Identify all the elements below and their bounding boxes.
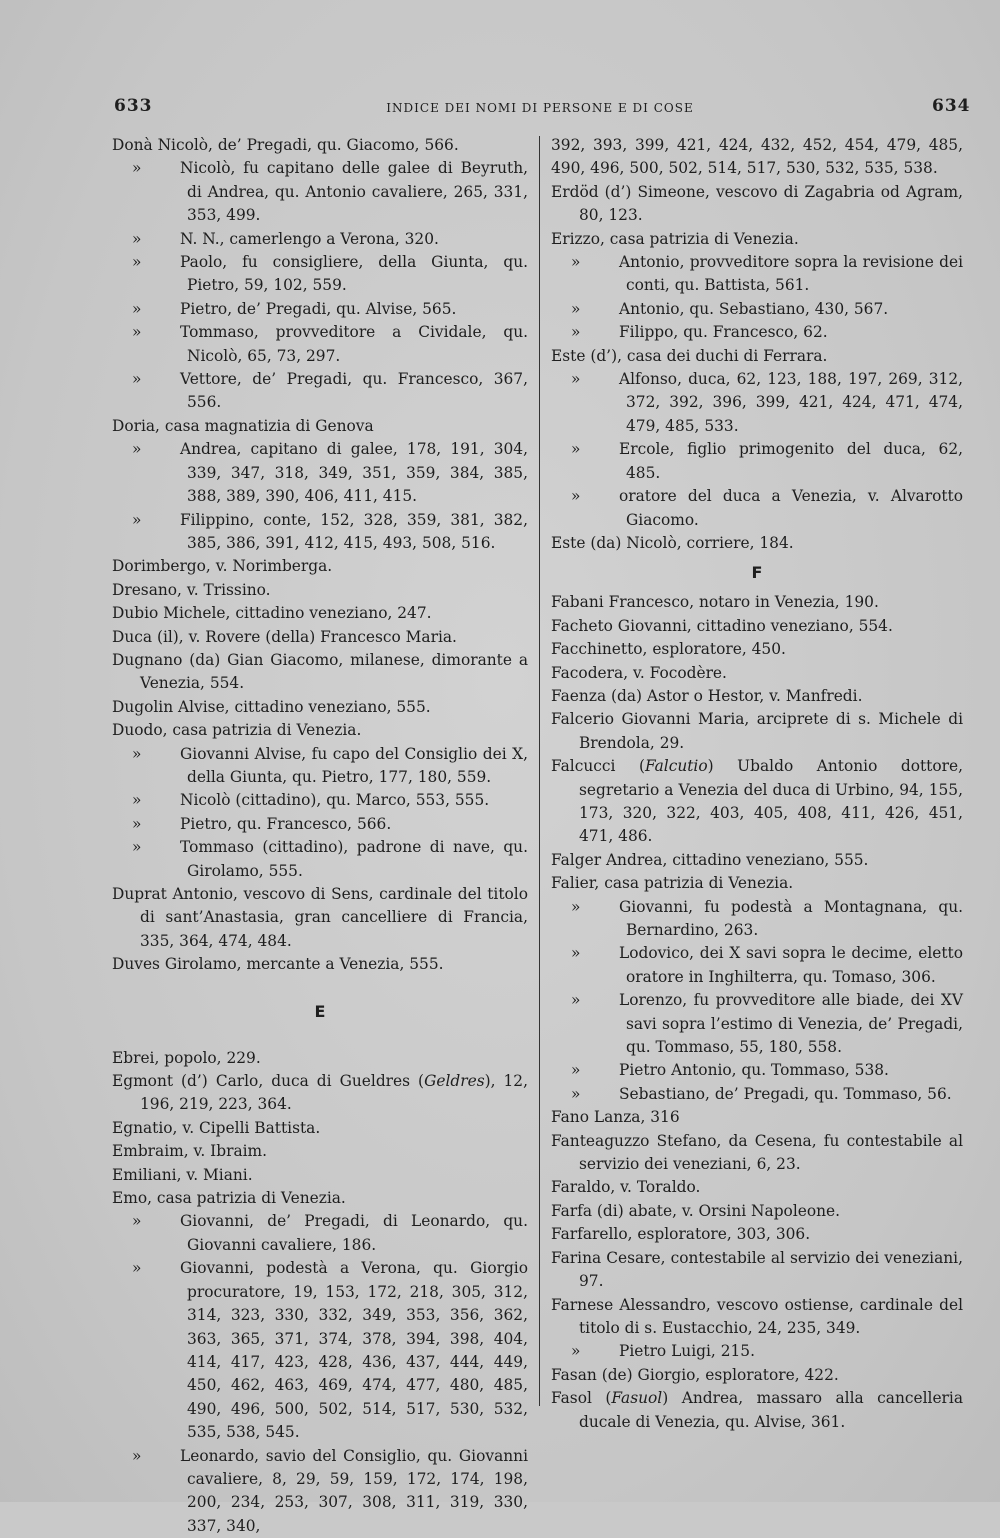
index-entry (551, 532, 963, 555)
entry-text: Leonardo, savio del Consiglio, qu. Giovanni cavaliere, 8, 29, 59, 159, 172, 174, 198, 200, 234, 253, 307, 308, 311, 319, 330, 337, 340, (180, 1446, 528, 1535)
entry-text: Lodovico, dei X savi sopra le decime, eletto oratore in Inghilterra, qu. Tomaso, 306. (619, 944, 963, 986)
index-entry (112, 1070, 528, 1117)
entry-text: Facchinetto, esploratore, 450. (551, 640, 786, 659)
entry-text: Farfarello, esploratore, 303, 306. (551, 1225, 811, 1244)
entry-text: Dugnano (da) Gian Giacomo, milanese, dimorante a Venezia, 554. (112, 650, 528, 693)
index-subentry (112, 228, 528, 251)
index-subentry (112, 438, 528, 508)
entry-text: Dresano, v. Trissino. (112, 580, 271, 599)
running-title: INDICE DEI NOMI DI PERSONE E DI COSE (386, 101, 694, 115)
entry-text-continued: ) Ubaldo Antonio dottore, segretario a Venezia del duca di Urbino, 94, 155, 173, 320, 322, 403, 405, 408, 411, 426, 451, 471, 486. (579, 757, 963, 846)
entry-text: Paolo, fu consigliere, della Giunta, qu. Pietro, 59, 102, 559. (180, 253, 528, 295)
index-subentry (551, 942, 963, 989)
entry-text: Ercole, figlio primogenito del duca, 62, 485. (619, 440, 963, 482)
entry-text: Farfa (di) abate, v. Orsini Napoleone. (551, 1201, 841, 1220)
index-subentry (112, 368, 528, 415)
index-entry (551, 662, 963, 685)
index-entry (551, 849, 963, 872)
entry-text: Egmont (d’) Carlo, duca di Gueldres ( (112, 1072, 425, 1091)
index-subentry (551, 438, 963, 485)
entry-text: Fano Lanza, 316 (551, 1108, 680, 1127)
entry-text: Giovanni, de’ Pregadi, di Leonardo, qu. Giovanni cavaliere, 186. (180, 1212, 528, 1254)
entry-text: Andrea, capitano di galee, 178, 191, 304, 339, 347, 318, 349, 351, 359, 384, 385, 388, 389, 390, 406, 411, 415. (180, 440, 528, 506)
entry-text: Filippo, qu. Francesco, 62. (619, 323, 828, 342)
index-entry (112, 134, 528, 157)
entry-text-continued: ), 12, 196, 219, 223, 364. (140, 1072, 528, 1114)
index-entry (112, 649, 528, 696)
index-entry (112, 883, 528, 953)
entry-text: Falger Andrea, cittadino veneziano, 555. (551, 850, 869, 869)
index-subentry (112, 1445, 528, 1538)
index-entry (112, 1187, 528, 1210)
entry-text: Egnatio, v. Cipelli Battista. (112, 1118, 321, 1137)
entry-text: Giovanni, fu podestà a Montagnana, qu. Bernardino, 263. (619, 897, 963, 939)
entry-text: Dorimbergo, v. Norimberga. (112, 557, 333, 576)
entry-text: Farina Cesare, contestabile al servizio dei veneziani, 97. (551, 1248, 963, 1291)
index-subentry (551, 1083, 963, 1106)
entry-text: Filippino, conte, 152, 328, 359, 381, 382, 385, 386, 391, 412, 415, 493, 508, 516. (180, 510, 528, 552)
entry-text: 392, 393, 399, 421, 424, 432, 452, 454, 479, 485, 490, 496, 500, 502, 514, 517, 530, 532, 535, 538. (551, 136, 963, 178)
index-subentry (112, 1257, 528, 1444)
index-entry (112, 696, 528, 719)
entry-text: N. N., camerlengo a Verona, 320. (180, 229, 439, 248)
entry-text: Dubio Michele, cittadino veneziano, 247. (112, 604, 432, 623)
entry-variant-name: Geldres (424, 1072, 485, 1091)
entry-text: Embraim, v. Ibraim. (112, 1142, 268, 1161)
left-index-column (112, 134, 528, 1538)
entry-text: Antonio, qu. Sebastiano, 430, 567. (619, 299, 889, 318)
index-entry (551, 591, 963, 614)
entry-text: Este (da) Nicolò, corriere, 184. (551, 533, 794, 552)
index-entry (551, 181, 963, 228)
index-entry (112, 1164, 528, 1187)
entry-text: Doria, casa magnatizia di Genova (112, 416, 374, 435)
index-subentry (112, 813, 528, 836)
entry-text: Vettore, de’ Pregadi, qu. Francesco, 367, 556. (180, 370, 528, 412)
index-entry (112, 1140, 528, 1163)
entry-text: Fanteaguzzo Stefano, da Cesena, fu contestabile al servizio dei veneziani, 6, 23. (551, 1131, 963, 1174)
entry-text: Pietro, de’ Pregadi, qu. Alvise, 565. (180, 299, 457, 318)
index-entry (112, 579, 528, 602)
index-entry (551, 1200, 963, 1223)
entry-text: Giovanni Alvise, fu capo del Consiglio dei X, della Giunta, qu. Pietro, 177, 180, 559. (180, 744, 528, 786)
index-subentry (551, 989, 963, 1059)
index-entry (551, 1294, 963, 1341)
index-entry (112, 602, 528, 625)
index-subentry (112, 251, 528, 298)
index-entry (112, 555, 528, 578)
entry-text: Giovanni, podestà a Verona, qu. Giorgio procuratore, 19, 153, 172, 218, 305, 312, 314, 323, 330, 332, 349, 353, 356, 362, 363, 365, 371, 374, 378, 394, 398, 404, 414, 417, 423, 428, 436, 437, 444, 449, 450, 462, 463, 469, 474, 477, 480, 485, 490, 496, 500, 502, 514, 517, 530, 532, 535, 538, 545. (180, 1259, 528, 1442)
index-subentry (551, 896, 963, 943)
index-subentry (112, 157, 528, 227)
index-subentry (551, 298, 963, 321)
entry-text: Pietro, qu. Francesco, 566. (180, 814, 392, 833)
index-subentry (551, 1340, 963, 1363)
index-subentry (112, 743, 528, 790)
entry-text: Nicolò, fu capitano delle galee di Beyruth, di Andrea, qu. Antonio cavaliere, 265, 331, 353, 499. (180, 159, 528, 225)
entry-text: Farnese Alessandro, vescovo ostiense, cardinale del titolo di s. Eustacchio, 24, 235, 349. (551, 1295, 963, 1337)
entry-text: Erizzo, casa patrizia di Venezia. (551, 229, 799, 248)
right-page-number: 634 (932, 96, 971, 116)
index-subentry (551, 251, 963, 298)
entry-text: Falcerio Giovanni Maria, arciprete di s. Michele di Brendola, 29. (551, 710, 963, 752)
entry-text: Emo, casa patrizia di Venezia. (112, 1189, 346, 1208)
section-letter-e: E (314, 1001, 326, 1021)
entry-text: Sebastiano, de’ Pregadi, qu. Tommaso, 56. (619, 1084, 952, 1103)
index-entry (551, 1387, 963, 1434)
index-entry (112, 953, 528, 976)
entry-text: Fabani Francesco, notaro in Venezia, 190. (551, 593, 879, 612)
entry-text: Faenza (da) Astor o Hestor, v. Manfredi. (551, 686, 863, 705)
index-entry (551, 755, 963, 849)
entry-text: Falcucci ( (551, 757, 645, 776)
entry-text: Donà Nicolò, de’ Pregadi, qu. Giacomo, 566. (112, 136, 459, 154)
index-entry (112, 1117, 528, 1140)
index-subentry (112, 789, 528, 812)
index-subentry (551, 321, 963, 344)
index-entry (551, 1247, 963, 1294)
index-entry (112, 626, 528, 649)
entry-text: Dugolin Alvise, cittadino veneziano, 555. (112, 697, 431, 716)
index-entry (112, 719, 528, 742)
index-entry (551, 134, 963, 181)
entry-text: Duprat Antonio, vescovo di Sens, cardinale del titolo di sant’Anastasia, gran cancelliere di Francia, 335, 364, 474, 484. (112, 885, 528, 950)
index-subentry (551, 368, 963, 438)
index-subentry (112, 509, 528, 556)
entry-text: Antonio, provveditore sopra la revisione dei conti, qu. Battista, 561. (619, 253, 963, 295)
entry-text: Ebrei, popolo, 229. (112, 1048, 261, 1067)
index-entry (551, 708, 963, 755)
right-index-column (551, 134, 963, 1434)
index-entry (551, 1223, 963, 1246)
entry-text: Duodo, casa patrizia di Venezia. (112, 721, 362, 740)
index-entry (551, 228, 963, 251)
entry-text: Tommaso, provveditore a Cividale, qu. Nicolò, 65, 73, 297. (180, 323, 528, 365)
index-entry (551, 872, 963, 895)
left-page-number: 633 (114, 96, 153, 116)
entry-text: Fasan (de) Giorgio, esploratore, 422. (551, 1365, 839, 1384)
entry-text: Nicolò (cittadino), qu. Marco, 553, 555. (180, 791, 490, 810)
entry-text: Fasol ( (551, 1389, 612, 1408)
entry-text: Falier, casa patrizia di Venezia. (551, 874, 794, 893)
index-entry (551, 685, 963, 708)
index-entry (551, 1130, 963, 1177)
index-entry (551, 1176, 963, 1199)
entry-text: Erdöd (d’) Simeone, vescovo di Zagabria od Agram, 80, 123. (551, 182, 963, 225)
index-entry (112, 1047, 528, 1070)
entry-text: Facodera, v. Focodère. (551, 663, 727, 682)
entry-variant-name: Fasuol (611, 1389, 663, 1408)
section-letter-f: F (751, 563, 763, 583)
entry-variant-name: Falcutio (644, 757, 708, 776)
index-subentry (551, 485, 963, 532)
entry-text: Emiliani, v. Miani. (112, 1165, 253, 1184)
entry-text: oratore del duca a Venezia, v. Alvarotto Giacomo. (619, 487, 963, 529)
entry-text: Tommaso (cittadino), padrone di nave, qu. Girolamo, 555. (180, 838, 528, 880)
entry-text: Pietro Luigi, 215. (619, 1342, 755, 1361)
entry-text: Facheto Giovanni, cittadino veneziano, 554. (551, 616, 893, 635)
entry-text-continued: ) Andrea, massaro alla cancelleria ducale di Venezia, qu. Alvise, 361. (579, 1389, 964, 1431)
entry-text: Lorenzo, fu provveditore alle biade, dei XV savi sopra l’estimo di Venezia, de’ Pregadi, qu. Tommaso, 55, 180, 558. (619, 991, 963, 1057)
column-divider (539, 136, 540, 1406)
index-entry (551, 1364, 963, 1387)
index-entry (551, 345, 963, 368)
index-subentry (112, 321, 528, 368)
index-entry (112, 415, 528, 438)
index-entry (551, 1106, 963, 1129)
index-subentry (112, 836, 528, 883)
index-entry (551, 638, 963, 661)
entry-text: Alfonso, duca, 62, 123, 188, 197, 269, 312, 372, 392, 396, 399, 421, 424, 471, 474, 479, 485, 533. (619, 370, 963, 435)
index-entry (551, 615, 963, 638)
index-subentry (551, 1059, 963, 1082)
index-subentry (112, 1210, 528, 1257)
index-subentry (112, 298, 528, 321)
entry-text: Este (d’), casa dei duchi di Ferrara. (551, 346, 828, 365)
entry-text: Duca (il), v. Rovere (della) Francesco Maria. (112, 627, 457, 646)
entry-text: Duves Girolamo, mercante a Venezia, 555. (112, 955, 444, 974)
entry-text: Pietro Antonio, qu. Tommaso, 538. (619, 1061, 889, 1080)
entry-text: Faraldo, v. Toraldo. (551, 1178, 701, 1197)
